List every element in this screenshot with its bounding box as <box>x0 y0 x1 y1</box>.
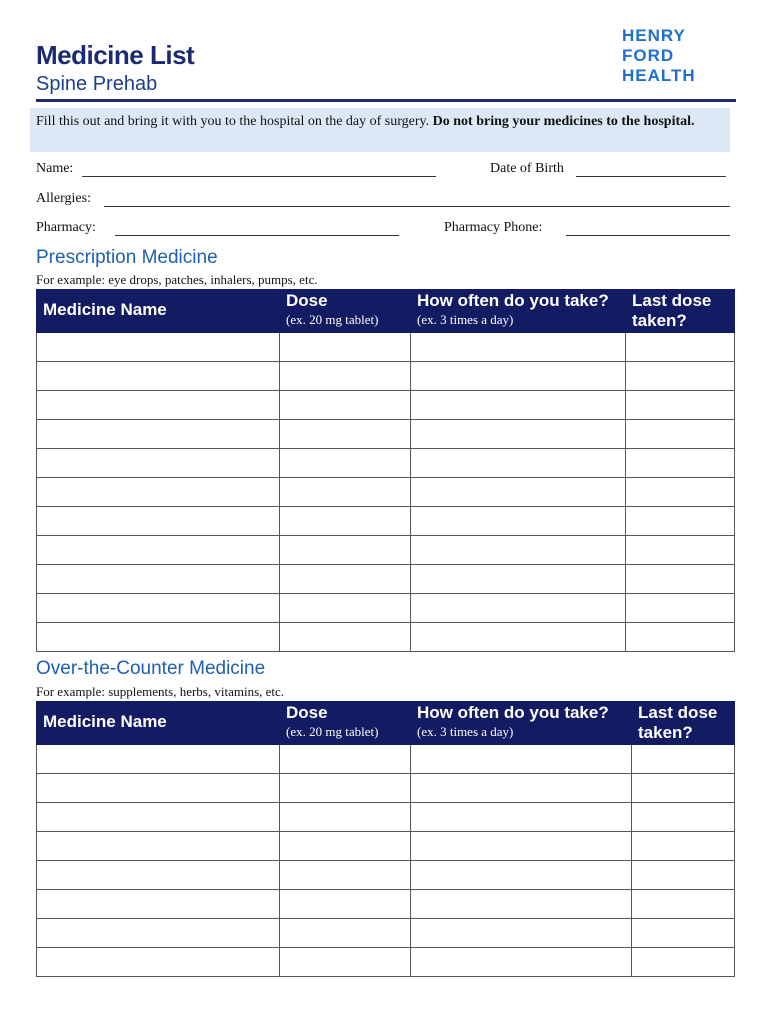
table-row <box>37 362 735 391</box>
page-subtitle: Spine Prehab <box>36 73 158 95</box>
last-dose-cell[interactable] <box>632 745 735 774</box>
dob-field[interactable] <box>576 176 726 177</box>
medicine-name-cell[interactable] <box>37 362 280 391</box>
dose-cell[interactable] <box>280 594 411 623</box>
name-label: Name: <box>36 161 74 176</box>
col-how-often: How often do you take? (ex. 3 times a day) <box>411 290 626 333</box>
dose-cell[interactable] <box>280 774 411 803</box>
how-often-cell[interactable] <box>411 478 626 507</box>
table-row <box>37 333 735 362</box>
medicine-name-cell[interactable] <box>37 478 280 507</box>
last-dose-cell[interactable] <box>626 565 735 594</box>
medicine-name-cell[interactable] <box>37 890 280 919</box>
allergies-label: Allergies: <box>36 191 91 206</box>
otc-example: For example: supplements, herbs, vitamins, etc. <box>36 684 285 699</box>
henry-ford-health-logo <box>622 26 696 86</box>
last-dose-cell[interactable] <box>632 803 735 832</box>
how-often-cell[interactable] <box>411 948 632 977</box>
notice-bold-text: Do not bring your medicines to the hospital. <box>432 114 695 129</box>
table-row <box>37 832 735 861</box>
how-often-cell[interactable] <box>411 362 626 391</box>
how-often-cell[interactable] <box>411 565 626 594</box>
medicine-name-cell[interactable] <box>37 507 280 536</box>
medicine-name-cell[interactable] <box>37 623 280 652</box>
pharmacy-label: Pharmacy: <box>36 220 96 235</box>
last-dose-cell[interactable] <box>632 948 735 977</box>
medicine-name-cell[interactable] <box>37 948 280 977</box>
col-last-dose: Last dose taken? <box>632 702 735 745</box>
dose-cell[interactable] <box>280 536 411 565</box>
how-often-cell[interactable] <box>411 623 626 652</box>
last-dose-cell[interactable] <box>626 623 735 652</box>
dose-cell[interactable] <box>280 565 411 594</box>
table-row <box>37 623 735 652</box>
table-row <box>37 861 735 890</box>
medicine-name-cell[interactable] <box>37 536 280 565</box>
medicine-name-cell[interactable] <box>37 803 280 832</box>
page-title: Medicine List <box>36 40 195 70</box>
table-row <box>37 449 735 478</box>
dose-cell[interactable] <box>280 507 411 536</box>
instruction-notice <box>30 108 730 152</box>
how-often-cell[interactable] <box>411 420 626 449</box>
how-often-cell[interactable] <box>411 391 626 420</box>
medicine-name-cell[interactable] <box>37 565 280 594</box>
dose-cell[interactable] <box>280 832 411 861</box>
last-dose-cell[interactable] <box>632 861 735 890</box>
col-medicine-name: Medicine Name <box>37 290 280 333</box>
how-often-cell[interactable] <box>411 832 632 861</box>
dob-label: Date of Birth <box>490 161 564 176</box>
medicine-name-cell[interactable] <box>37 449 280 478</box>
how-often-cell[interactable] <box>411 507 626 536</box>
medicine-name-cell[interactable] <box>37 861 280 890</box>
dose-cell[interactable] <box>280 449 411 478</box>
table-row <box>37 919 735 948</box>
medicine-name-cell[interactable] <box>37 420 280 449</box>
otc-section-title: Over-the-Counter Medicine <box>36 658 266 679</box>
table-row <box>37 507 735 536</box>
prescription-section-title: Prescription Medicine <box>36 247 218 268</box>
how-often-cell[interactable] <box>411 803 632 832</box>
table-row <box>37 391 735 420</box>
medicine-name-cell[interactable] <box>37 333 280 362</box>
dose-cell[interactable] <box>280 948 411 977</box>
table-row <box>37 565 735 594</box>
table-row <box>37 948 735 977</box>
col-dose: Dose (ex. 20 mg tablet) <box>280 702 411 745</box>
medicine-name-cell[interactable] <box>37 919 280 948</box>
dose-cell[interactable] <box>280 861 411 890</box>
medicine-name-cell[interactable] <box>37 391 280 420</box>
last-dose-cell[interactable] <box>626 507 735 536</box>
how-often-cell[interactable] <box>411 861 632 890</box>
table-row <box>37 420 735 449</box>
last-dose-cell[interactable] <box>626 478 735 507</box>
dose-cell[interactable] <box>280 420 411 449</box>
dose-cell[interactable] <box>280 890 411 919</box>
table-row <box>37 478 735 507</box>
dose-cell[interactable] <box>280 623 411 652</box>
dose-cell[interactable] <box>280 919 411 948</box>
col-last-dose: Last dose taken? <box>626 290 735 333</box>
dose-cell[interactable] <box>280 803 411 832</box>
table-row <box>37 890 735 919</box>
dose-cell[interactable] <box>280 362 411 391</box>
table-row <box>37 803 735 832</box>
dose-cell[interactable] <box>280 478 411 507</box>
allergies-field[interactable] <box>104 206 730 207</box>
last-dose-cell[interactable] <box>626 420 735 449</box>
table-row <box>37 594 735 623</box>
pharmacy-field[interactable] <box>115 235 399 236</box>
dose-cell[interactable] <box>280 333 411 362</box>
table-row <box>37 774 735 803</box>
how-often-cell[interactable] <box>411 594 626 623</box>
col-how-often: How often do you take? (ex. 3 times a day) <box>411 702 632 745</box>
medicine-name-cell[interactable] <box>37 594 280 623</box>
how-often-cell[interactable] <box>411 333 626 362</box>
logo-line-1: HENRY <box>622 26 686 45</box>
medicine-name-cell[interactable] <box>37 832 280 861</box>
name-field[interactable] <box>82 176 436 177</box>
how-often-cell[interactable] <box>411 890 632 919</box>
pharmacy-phone-field[interactable] <box>566 235 730 236</box>
medicine-name-cell[interactable] <box>37 774 280 803</box>
how-often-cell[interactable] <box>411 919 632 948</box>
last-dose-cell[interactable] <box>626 594 735 623</box>
last-dose-cell[interactable] <box>626 536 735 565</box>
dose-cell[interactable] <box>280 745 411 774</box>
col-medicine-name: Medicine Name <box>37 702 280 745</box>
notice-text: Fill this out and bring it with you to the hospital on the day of surgery. <box>36 114 430 129</box>
how-often-cell[interactable] <box>411 774 632 803</box>
last-dose-cell[interactable] <box>626 449 735 478</box>
col-dose: Dose (ex. 20 mg tablet) <box>280 290 411 333</box>
last-dose-cell[interactable] <box>632 832 735 861</box>
logo-line-3: HEALTH <box>622 66 696 85</box>
last-dose-cell[interactable] <box>626 362 735 391</box>
otc-table <box>36 701 735 977</box>
pharmacy-phone-label: Pharmacy Phone: <box>444 220 543 235</box>
how-often-cell[interactable] <box>411 745 632 774</box>
header-divider <box>36 99 736 102</box>
how-often-cell[interactable] <box>411 536 626 565</box>
last-dose-cell[interactable] <box>626 333 735 362</box>
dose-cell[interactable] <box>280 391 411 420</box>
logo-line-2: FORD <box>622 46 675 65</box>
table-row <box>37 745 735 774</box>
how-often-cell[interactable] <box>411 449 626 478</box>
last-dose-cell[interactable] <box>626 391 735 420</box>
last-dose-cell[interactable] <box>632 774 735 803</box>
last-dose-cell[interactable] <box>632 919 735 948</box>
prescription-example: For example: eye drops, patches, inhalers, pumps, etc. <box>36 272 318 287</box>
prescription-table <box>36 289 735 652</box>
last-dose-cell[interactable] <box>632 890 735 919</box>
medicine-name-cell[interactable] <box>37 745 280 774</box>
table-row <box>37 536 735 565</box>
